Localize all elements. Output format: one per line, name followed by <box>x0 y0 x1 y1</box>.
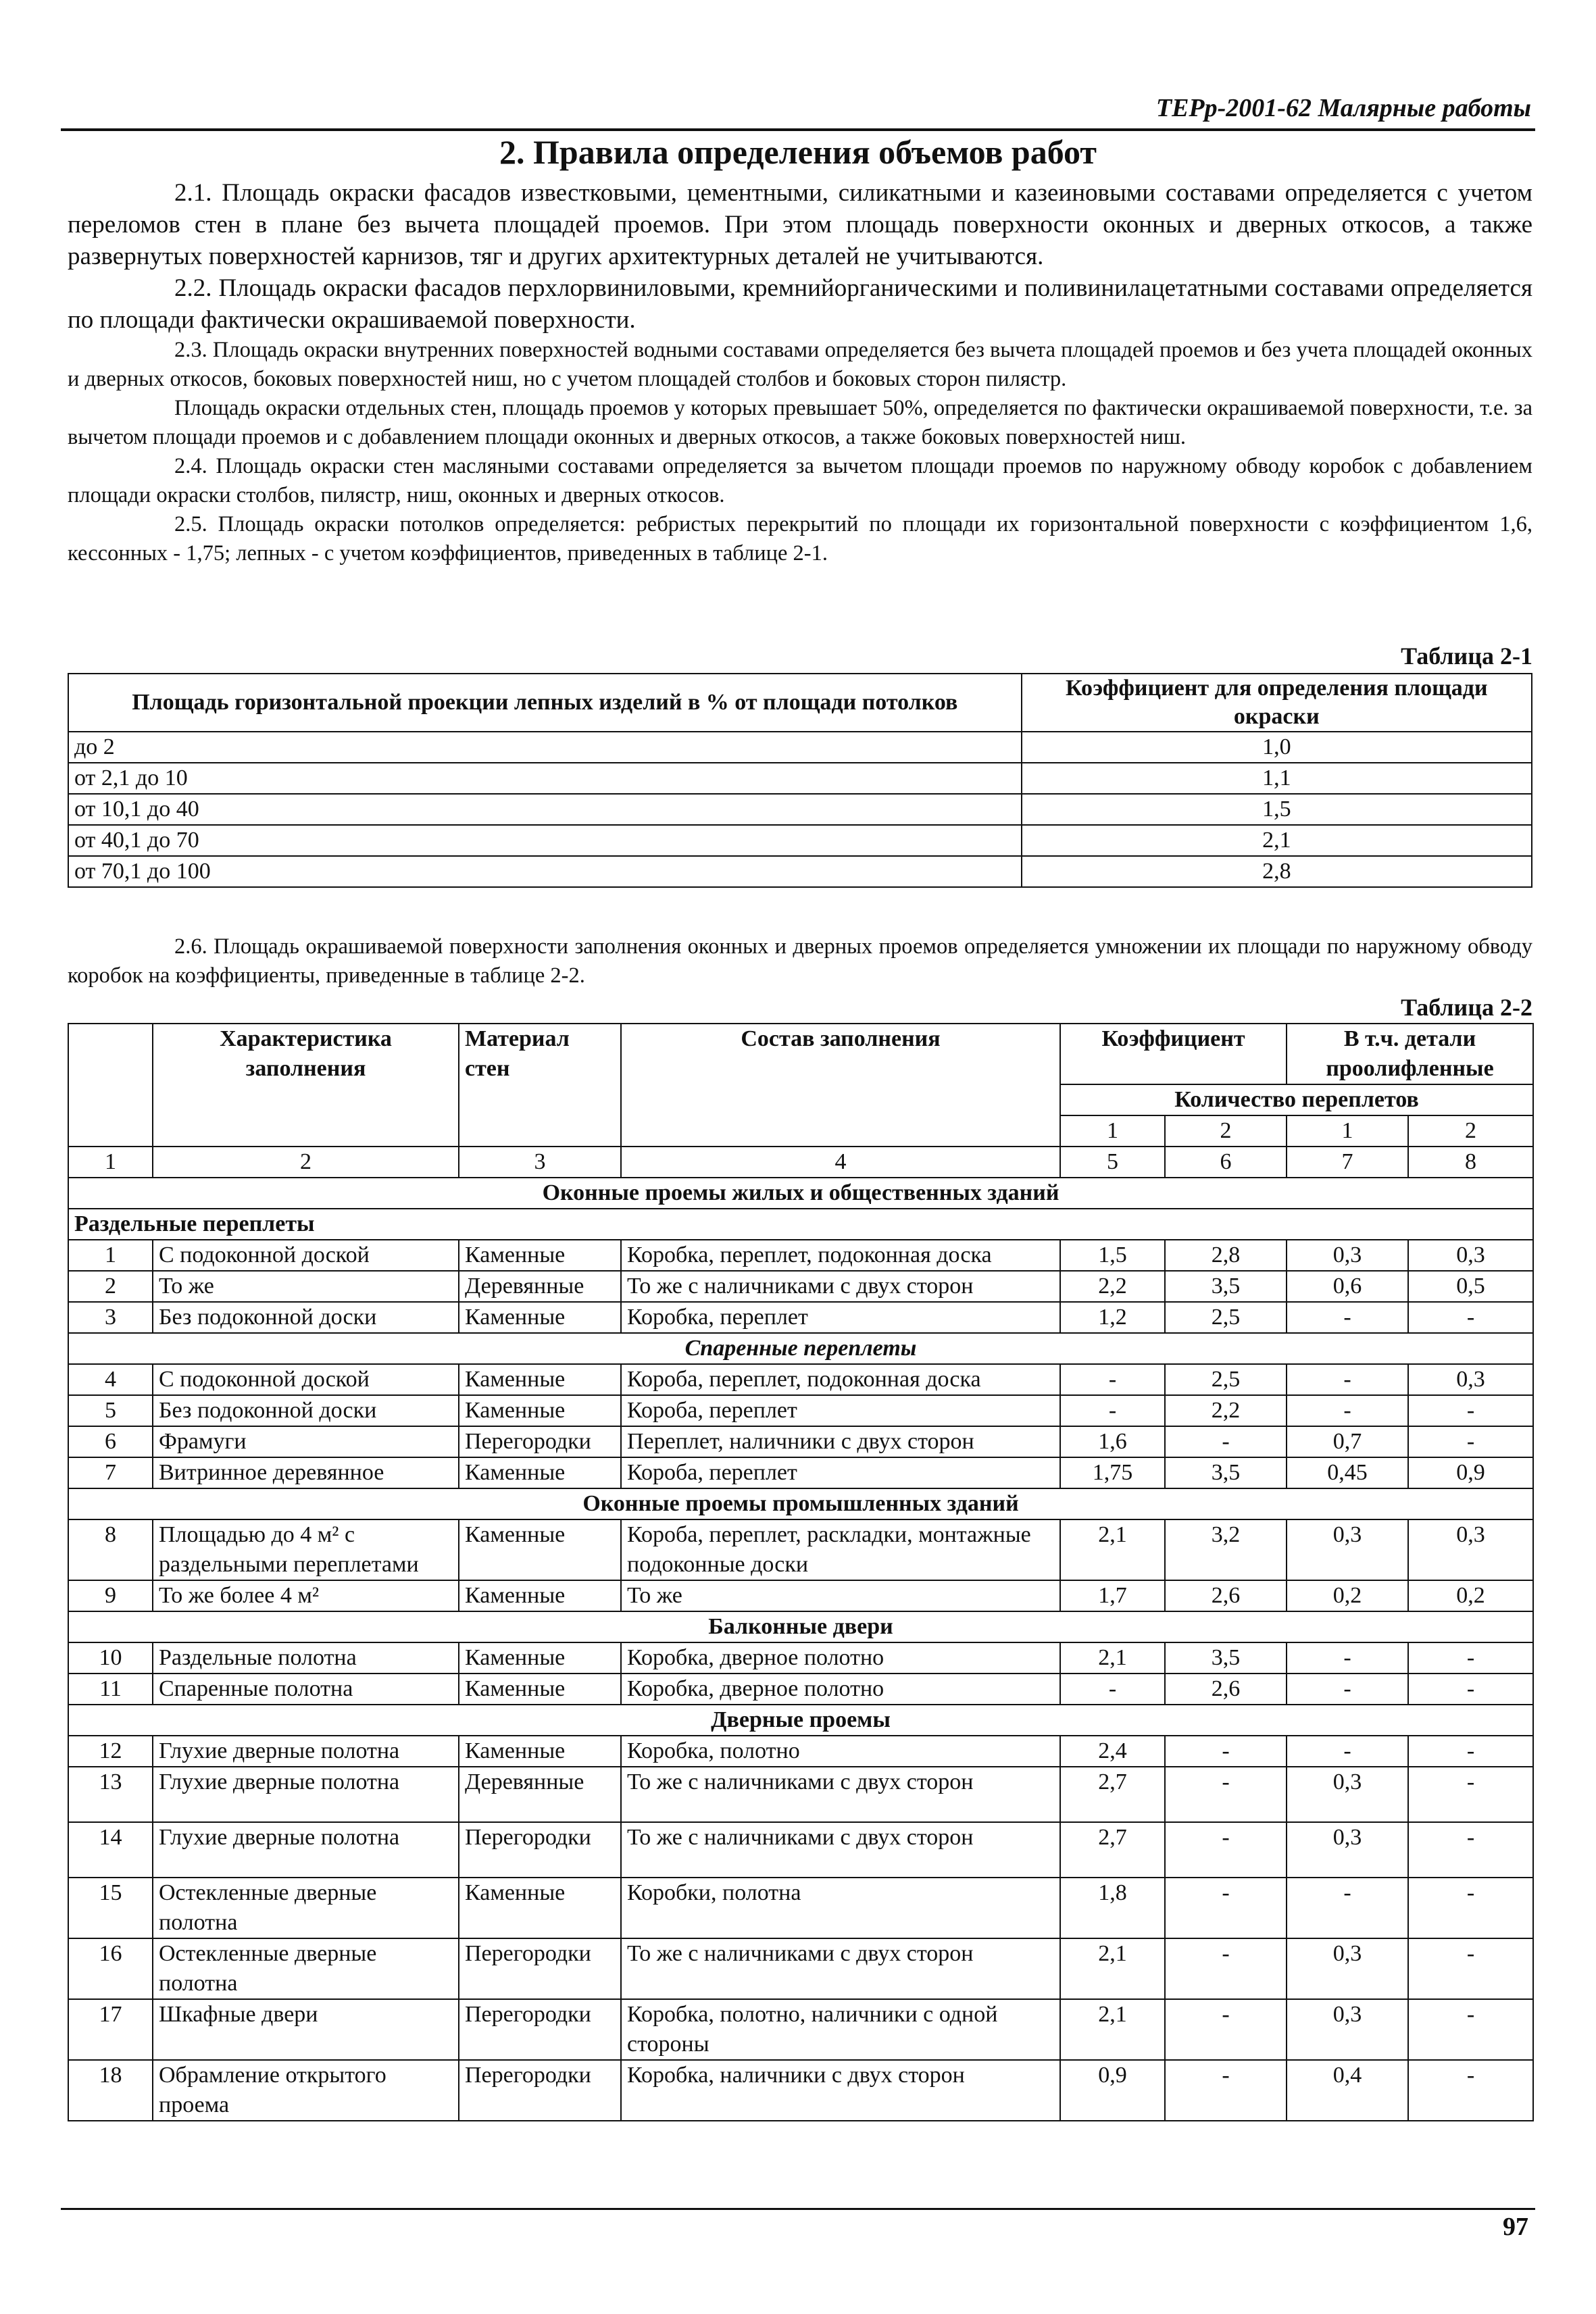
table2-col-number: 8 <box>1408 1147 1533 1178</box>
table2-section-title: Балконные двери <box>68 1611 1533 1642</box>
table2-col-number: 4 <box>621 1147 1060 1178</box>
table2-row <box>68 1999 1533 2060</box>
table2-detail-2: 0,5 <box>1408 1271 1533 1302</box>
table2-coef-1: 2,1 <box>1060 1642 1165 1674</box>
table2-coef-1: 1,5 <box>1060 1240 1165 1271</box>
table2-coef-2: - <box>1165 1426 1287 1457</box>
paragraph-2-5: 2.5. Площадь окраски потолков определяется: ребристых перекрытий по площади их горизонтальной поверхности с коэффициентом 1,6, кессонных - 1,75; лепных - с учетом коэффициентов, приведенных в таблице 2-1. <box>68 512 1532 565</box>
table2-row <box>68 1302 1533 1333</box>
table2-coef-2: - <box>1165 1878 1287 1938</box>
table2-caption: Таблица 2-2 <box>1401 994 1532 1021</box>
table2-material: Каменные <box>459 1519 621 1580</box>
table2-material: Каменные <box>459 1642 621 1674</box>
table2-detail-2: - <box>1408 1822 1533 1878</box>
table1-body <box>68 732 1532 887</box>
table1-row <box>68 763 1532 794</box>
table2-composition: Коробка, переплет, подоконная доска <box>621 1240 1060 1271</box>
table2-composition: Коробки, полотна <box>621 1878 1060 1938</box>
table2-header-row-1 <box>68 1024 1533 1084</box>
paragraph-2-1: 2.1. Площадь окраски фасадов известковыми, цементными, силикатными и казеиновыми составами определяется с учетом переломов стен в плане без вычета площадей проемов. При этом площадь поверхности оконных и дверных откосов, а также развернутых поверхностей карнизов, тяг и других архитектурных деталей не учитываются. <box>68 179 1532 270</box>
table2-characteristic: С подоконной доской <box>153 1364 459 1395</box>
table2-coef-2: 2,5 <box>1165 1302 1287 1333</box>
table2-characteristic: Фрамуги <box>153 1426 459 1457</box>
table2-characteristic: Витринное деревянное <box>153 1457 459 1488</box>
table2-row <box>68 1580 1533 1611</box>
table2-row <box>68 1519 1533 1580</box>
table2-composition: То же с наличниками с двух сторон <box>621 1271 1060 1302</box>
table2-col-number: 3 <box>459 1147 621 1178</box>
table2-header-n4: 2 <box>1408 1115 1533 1147</box>
table2-composition: Переплет, наличники с двух сторон <box>621 1426 1060 1457</box>
table2-section-title: Раздельные переплеты <box>68 1209 1533 1240</box>
table2-characteristic: Глухие дверные полотна <box>153 1767 459 1822</box>
paragraph-2-4: 2.4. Площадь окраски стен масляными составами определяется за вычетом площади проемов по наружному обводу коробок с добавлением площади окраски столбов, пилястр, ниш, оконных и дверных откосов. <box>68 454 1532 507</box>
table2-coef-1: 2,1 <box>1060 1999 1165 2060</box>
table2-row <box>68 1674 1533 1705</box>
table1-row <box>68 732 1532 763</box>
table1-coef-cell: 2,1 <box>1022 825 1532 856</box>
table2-material: Перегородки <box>459 1822 621 1878</box>
table2-detail-1: 0,7 <box>1287 1426 1408 1457</box>
table2-coef-1: 1,2 <box>1060 1302 1165 1333</box>
table-2-1 <box>68 673 1532 888</box>
table1-area-cell: от 40,1 до 70 <box>68 825 1022 856</box>
table2-coef-2: 2,6 <box>1165 1674 1287 1705</box>
table2-detail-2: - <box>1408 1767 1533 1822</box>
table2-coef-1: 1,8 <box>1060 1878 1165 1938</box>
table2-section-row <box>68 1488 1533 1519</box>
table2-detail-2: - <box>1408 1999 1533 2060</box>
table2-detail-1: 0,3 <box>1287 1938 1408 1999</box>
table2-material: Каменные <box>459 1580 621 1611</box>
table2-section-title: Спаренные переплеты <box>68 1333 1533 1364</box>
table1-coef-cell: 1,1 <box>1022 763 1532 794</box>
table2-coef-1: 0,9 <box>1060 2060 1165 2121</box>
table2-row-num: 6 <box>68 1426 153 1457</box>
table2-detail-2: - <box>1408 1395 1533 1426</box>
table2-row <box>68 1364 1533 1395</box>
table2-row <box>68 1736 1533 1767</box>
table2-section-row <box>68 1333 1533 1364</box>
table2-col-number: 5 <box>1060 1147 1165 1178</box>
table2-composition: Коробка, полотно <box>621 1736 1060 1767</box>
table2-row-num: 10 <box>68 1642 153 1674</box>
table2-row-num: 18 <box>68 2060 153 2121</box>
table2-row-num: 9 <box>68 1580 153 1611</box>
table1-area-cell: от 70,1 до 100 <box>68 856 1022 887</box>
table2-detail-2: - <box>1408 1426 1533 1457</box>
table2-detail-2: 0,3 <box>1408 1519 1533 1580</box>
table2-detail-2: - <box>1408 1674 1533 1705</box>
table2-row-num: 7 <box>68 1457 153 1488</box>
table2-characteristic: Шкафные двери <box>153 1999 459 2060</box>
table2-material: Каменные <box>459 1736 621 1767</box>
table2-detail-1: - <box>1287 1878 1408 1938</box>
table2-row-num: 17 <box>68 1999 153 2060</box>
table2-coef-1: 1,75 <box>1060 1457 1165 1488</box>
table2-characteristic: Остекленные дверные полотна <box>153 1878 459 1938</box>
table2-row-num: 15 <box>68 1878 153 1938</box>
table2-characteristic: Раздельные полотна <box>153 1642 459 1674</box>
table2-characteristic: Площадью до 4 м² с раздельными переплетами <box>153 1519 459 1580</box>
table2-characteristic: Обрамление открытого проема <box>153 2060 459 2121</box>
table2-composition: Короба, переплет <box>621 1395 1060 1426</box>
table2-row <box>68 1938 1533 1999</box>
table2-coef-2: 3,5 <box>1165 1457 1287 1488</box>
table1-area-cell: до 2 <box>68 732 1022 763</box>
table2-row-num: 12 <box>68 1736 153 1767</box>
table1-coef-cell: 1,0 <box>1022 732 1532 763</box>
table2-row-num: 14 <box>68 1822 153 1878</box>
table2-material: Каменные <box>459 1302 621 1333</box>
table2-section-row <box>68 1611 1533 1642</box>
section-title: 2. Правила определения объемов работ <box>499 133 1097 171</box>
table1-coef-cell: 2,8 <box>1022 856 1532 887</box>
table2-coef-1: - <box>1060 1395 1165 1426</box>
table2-detail-2: 0,3 <box>1408 1240 1533 1271</box>
table2-row <box>68 1878 1533 1938</box>
table2-composition: То же с наличниками с двух сторон <box>621 1822 1060 1878</box>
table1-header-coef: Коэффициент для определения площади окраски <box>1022 674 1532 732</box>
table2-detail-1: - <box>1287 1302 1408 1333</box>
table2-section-title: Оконные проемы промышленных зданий <box>68 1488 1533 1519</box>
table2-coef-1: 2,1 <box>1060 1938 1165 1999</box>
table2-composition: То же <box>621 1580 1060 1611</box>
table2-header-num <box>68 1024 153 1147</box>
table2-header-sash-count: Количество переплетов <box>1060 1084 1533 1115</box>
table2-coef-2: - <box>1165 1767 1287 1822</box>
table2-row-num: 1 <box>68 1240 153 1271</box>
table2-material: Каменные <box>459 1457 621 1488</box>
footer-rule <box>61 2208 1535 2210</box>
table2-detail-2: - <box>1408 2060 1533 2121</box>
rules-text <box>68 177 1532 568</box>
table2-coef-1: 1,6 <box>1060 1426 1165 1457</box>
table1-row <box>68 825 1532 856</box>
table2-row <box>68 1395 1533 1426</box>
table-2-2 <box>68 1023 1534 2121</box>
table2-composition: То же с наличниками с двух сторон <box>621 1767 1060 1822</box>
table2-coef-1: 2,7 <box>1060 1767 1165 1822</box>
table2-material: Каменные <box>459 1240 621 1271</box>
table2-detail-2: 0,3 <box>1408 1364 1533 1395</box>
table2-detail-1: 0,4 <box>1287 2060 1408 2121</box>
table2-row-num: 13 <box>68 1767 153 1822</box>
table2-section-title: Оконные проемы жилых и общественных зданий <box>68 1178 1533 1209</box>
table2-detail-1: - <box>1287 1642 1408 1674</box>
table2-detail-2: - <box>1408 1878 1533 1938</box>
table2-characteristic: Глухие дверные полотна <box>153 1822 459 1878</box>
table2-composition: Коробка, дверное полотно <box>621 1674 1060 1705</box>
table2-row-num: 11 <box>68 1674 153 1705</box>
table2-section-row <box>68 1705 1533 1736</box>
table2-coef-1: 1,7 <box>1060 1580 1165 1611</box>
table2-coef-1: 2,7 <box>1060 1822 1165 1878</box>
table2-coef-2: - <box>1165 1999 1287 2060</box>
table2-characteristic: Без подоконной доски <box>153 1302 459 1333</box>
table2-characteristic: То же более 4 м² <box>153 1580 459 1611</box>
table2-material: Деревянные <box>459 1271 621 1302</box>
table1-area-cell: от 10,1 до 40 <box>68 794 1022 825</box>
table2-detail-2: - <box>1408 1736 1533 1767</box>
table2-coef-1: 2,2 <box>1060 1271 1165 1302</box>
table2-composition: Короба, переплет <box>621 1457 1060 1488</box>
table2-coef-1: 2,1 <box>1060 1519 1165 1580</box>
table2-detail-1: - <box>1287 1364 1408 1395</box>
table2-row <box>68 1426 1533 1457</box>
table2-material: Перегородки <box>459 1426 621 1457</box>
table2-material: Каменные <box>459 1364 621 1395</box>
table2-row-num: 5 <box>68 1395 153 1426</box>
table2-detail-2: 0,2 <box>1408 1580 1533 1611</box>
table2-composition: Короба, переплет, раскладки, монтажные подоконные доски <box>621 1519 1060 1580</box>
page-number: 97 <box>1503 2213 1528 2241</box>
table2-row-num: 3 <box>68 1302 153 1333</box>
table2-coef-2: 2,2 <box>1165 1395 1287 1426</box>
table1-caption: Таблица 2-1 <box>1401 643 1532 670</box>
table2-row-num: 16 <box>68 1938 153 1999</box>
table2-material: Перегородки <box>459 2060 621 2121</box>
table2-coef-2: - <box>1165 1938 1287 1999</box>
table1-row <box>68 856 1532 887</box>
table2-detail-2: - <box>1408 1302 1533 1333</box>
table2-row <box>68 1457 1533 1488</box>
table2-characteristic: Без подоконной доски <box>153 1395 459 1426</box>
table1-header-area: Площадь горизонтальной проекции лепных изделий в % от площади потолков <box>68 674 1022 732</box>
table2-header-n3: 1 <box>1287 1115 1408 1147</box>
table2-detail-1: 0,3 <box>1287 1519 1408 1580</box>
table2-col-number: 2 <box>153 1147 459 1178</box>
table2-section-row <box>68 1209 1533 1240</box>
table1-row <box>68 794 1532 825</box>
table2-coef-2: 2,8 <box>1165 1240 1287 1271</box>
table2-composition: Коробка, переплет <box>621 1302 1060 1333</box>
table2-characteristic: То же <box>153 1271 459 1302</box>
table2-detail-1: 0,3 <box>1287 1767 1408 1822</box>
table2-header-composition: Состав заполнения <box>621 1024 1060 1147</box>
table2-col-numbers-row <box>68 1147 1533 1178</box>
table2-row-num: 4 <box>68 1364 153 1395</box>
table2-row <box>68 1767 1533 1822</box>
table2-header-n1: 1 <box>1060 1115 1165 1147</box>
table2-detail-2: - <box>1408 1938 1533 1999</box>
table2-coef-2: - <box>1165 2060 1287 2121</box>
table2-section-row <box>68 1178 1533 1209</box>
table2-composition: Коробка, полотно, наличники с одной стороны <box>621 1999 1060 2060</box>
table1-coef-cell: 1,5 <box>1022 794 1532 825</box>
table2-characteristic: Глухие дверные полотна <box>153 1736 459 1767</box>
table2-material: Каменные <box>459 1878 621 1938</box>
table2-coef-2: 3,2 <box>1165 1519 1287 1580</box>
table2-detail-1: 0,2 <box>1287 1580 1408 1611</box>
table2-header-characteristic: Характеристика заполнения <box>153 1024 459 1147</box>
table2-row-num: 8 <box>68 1519 153 1580</box>
table2-characteristic: Спаренные полотна <box>153 1674 459 1705</box>
table2-col-number: 1 <box>68 1147 153 1178</box>
table2-coef-2: 3,5 <box>1165 1271 1287 1302</box>
paragraph-2-3-cont: Площадь окраски отдельных стен, площадь проемов у которых превышает 50%, определяется по фактически окрашиваемой поверхности, т.е. за вычетом площади проемов и с добавлением площади оконных и дверных откосов, а также боковых поверхностей ниш. <box>68 396 1532 449</box>
table2-coef-1: 2,4 <box>1060 1736 1165 1767</box>
table2-coef-2: 3,5 <box>1165 1642 1287 1674</box>
table2-material: Деревянные <box>459 1767 621 1822</box>
table2-detail-1: - <box>1287 1674 1408 1705</box>
table2-row <box>68 1822 1533 1878</box>
table2-detail-1: 0,3 <box>1287 1240 1408 1271</box>
table2-material: Каменные <box>459 1674 621 1705</box>
table2-col-number: 7 <box>1287 1147 1408 1178</box>
table2-characteristic: С подоконной доской <box>153 1240 459 1271</box>
table2-col-number: 6 <box>1165 1147 1287 1178</box>
running-head: ТЕРр-2001-62 Малярные работы <box>1155 94 1531 122</box>
table2-material: Перегородки <box>459 1938 621 1999</box>
table2-coef-1: - <box>1060 1674 1165 1705</box>
table2-row <box>68 2060 1533 2121</box>
table2-row-num: 2 <box>68 1271 153 1302</box>
table2-characteristic: Остекленные дверные полотна <box>153 1938 459 1999</box>
table2-body <box>68 1147 1533 2121</box>
table2-row <box>68 1271 1533 1302</box>
table2-material: Перегородки <box>459 1999 621 2060</box>
table2-detail-1: - <box>1287 1736 1408 1767</box>
table2-row <box>68 1240 1533 1271</box>
table2-row <box>68 1642 1533 1674</box>
table2-coef-2: - <box>1165 1736 1287 1767</box>
table2-detail-1: 0,6 <box>1287 1271 1408 1302</box>
table2-composition: Коробка, наличники с двух сторон <box>621 2060 1060 2121</box>
table2-header-details: В т.ч. детали проолифленные <box>1287 1024 1533 1084</box>
table2-detail-1: 0,3 <box>1287 1999 1408 2060</box>
table2-header-material: Материал стен <box>459 1024 621 1147</box>
table2-detail-2: - <box>1408 1642 1533 1674</box>
paragraph-2-6-block <box>68 932 1532 990</box>
table2-coef-2: 2,5 <box>1165 1364 1287 1395</box>
paragraph-2-3: 2.3. Площадь окраски внутренних поверхностей водными составами определяется без вычета площадей проемов и без учета площадей оконных и дверных откосов, боковых поверхностей ниш, но с учетом площадей столбов и боковых сторон пилястр. <box>68 338 1532 391</box>
paragraph-2-6: 2.6. Площадь окрашиваемой поверхности заполнения оконных и дверных проемов определяется умножении их площади по наружному обводу коробок на коэффициенты, приведенные в таблице 2-2. <box>68 934 1532 988</box>
table2-detail-1: 0,45 <box>1287 1457 1408 1488</box>
table1-area-cell: от 2,1 до 10 <box>68 763 1022 794</box>
table2-header-coefficient: Коэффициент <box>1060 1024 1287 1084</box>
table2-material: Каменные <box>459 1395 621 1426</box>
table2-detail-1: - <box>1287 1395 1408 1426</box>
table2-coef-2: - <box>1165 1822 1287 1878</box>
table1-header-row <box>68 674 1532 732</box>
table2-composition: Короба, переплет, подоконная доска <box>621 1364 1060 1395</box>
table2-header-n2: 2 <box>1165 1115 1287 1147</box>
table2-coef-1: - <box>1060 1364 1165 1395</box>
table2-detail-1: 0,3 <box>1287 1822 1408 1878</box>
table2-coef-2: 2,6 <box>1165 1580 1287 1611</box>
table2-composition: Коробка, дверное полотно <box>621 1642 1060 1674</box>
header-rule <box>61 128 1535 131</box>
table2-composition: То же с наличниками с двух сторон <box>621 1938 1060 1999</box>
paragraph-2-2: 2.2. Площадь окраски фасадов перхлорвиниловыми, кремнийорганическими и поливинилацетатными составами определяется по площади фактически окрашиваемой поверхности. <box>68 274 1532 334</box>
table2-detail-2: 0,9 <box>1408 1457 1533 1488</box>
table2-section-title: Дверные проемы <box>68 1705 1533 1736</box>
